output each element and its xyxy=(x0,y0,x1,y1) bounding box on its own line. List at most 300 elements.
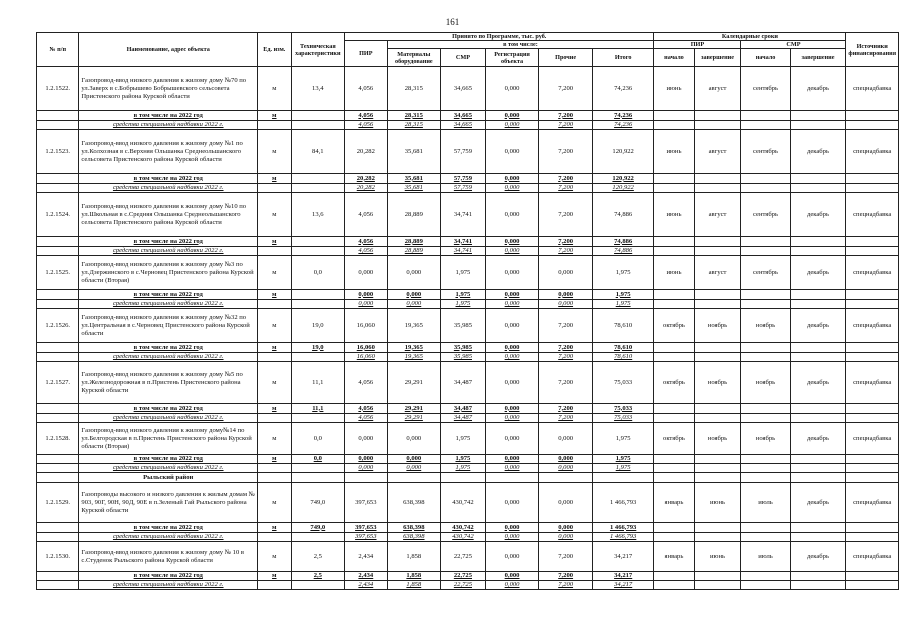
cell-smr: 22,725 xyxy=(441,572,486,581)
cell-empty xyxy=(694,523,741,533)
cell-total: 74,886 xyxy=(592,247,653,256)
header-tech: Техническая характеристики xyxy=(291,33,345,67)
cell-pir-end: июнь xyxy=(694,483,741,523)
cell-tech: 19,0 xyxy=(291,309,345,343)
cell-total: 1,975 xyxy=(592,300,653,309)
cell-row-label: средства специальной надбавки 2022 г. xyxy=(79,184,258,193)
cell-unit: м xyxy=(258,290,291,300)
cell-pir: 20,282 xyxy=(345,184,387,193)
cell-source: спецнадбавка xyxy=(846,193,899,237)
cell-unit: м xyxy=(258,455,291,464)
cell-object-name: Газопроводы высокого и низкого давления к жилым домам № 903, 90Г, 90Н, 90Д, 90Е в п.Зеленый Гай Рыльского района Курской области xyxy=(79,483,258,523)
table-row-special-funds xyxy=(37,121,899,130)
cell-total: 1,975 xyxy=(592,256,653,290)
header-smr-end: завершение xyxy=(790,49,846,67)
cell-empty xyxy=(741,121,790,130)
cell-empty xyxy=(654,237,694,247)
cell-other: 7,200 xyxy=(539,404,593,414)
header-unit: Ед. изм. xyxy=(258,33,291,67)
cell-empty xyxy=(654,533,694,542)
cell-empty xyxy=(37,533,79,542)
cell-empty xyxy=(37,300,79,309)
cell-registration: 0,000 xyxy=(485,343,539,353)
cell-object-name: Газопровод-ввод низкого давления к жилому дому №5 по ул.Железнодорожная в п.Пристень Пристенского района Курской области xyxy=(79,362,258,404)
cell-empty xyxy=(846,184,899,193)
cell-smr: 22,725 xyxy=(441,542,486,572)
cell-total: 74,886 xyxy=(592,237,653,247)
cell-empty xyxy=(694,121,741,130)
cell-empty xyxy=(654,174,694,184)
cell-smr: 34,741 xyxy=(441,193,486,237)
cell-unit: м xyxy=(258,343,291,353)
cell-empty xyxy=(654,184,694,193)
cell-empty xyxy=(291,184,345,193)
table-header xyxy=(37,33,899,67)
cell-empty xyxy=(258,353,291,362)
cell-smr: 35,985 xyxy=(441,343,486,353)
cell-registration: 0,000 xyxy=(485,581,539,590)
table-row-year-total xyxy=(37,572,899,581)
cell-empty xyxy=(846,533,899,542)
cell-total: 1,975 xyxy=(592,455,653,464)
cell-empty xyxy=(258,300,291,309)
header-pir-start: начало xyxy=(654,49,694,67)
cell-empty xyxy=(790,455,846,464)
cell-empty xyxy=(694,174,741,184)
cell-pir: 4,056 xyxy=(345,414,387,423)
cell-registration: 0,000 xyxy=(485,130,539,174)
cell-total: 78,610 xyxy=(592,353,653,362)
cell-empty xyxy=(654,247,694,256)
cell-empty xyxy=(846,237,899,247)
cell-pir: 4,056 xyxy=(345,404,387,414)
cell-empty xyxy=(694,237,741,247)
cell-pir-end: август xyxy=(694,256,741,290)
table-row-object xyxy=(37,542,899,572)
cell-unit: м xyxy=(258,237,291,247)
cell-row-label: в том числе на 2022 год xyxy=(79,455,258,464)
header-smr-start: начало xyxy=(741,49,790,67)
cell-smr: 430,742 xyxy=(441,523,486,533)
cell-empty xyxy=(741,300,790,309)
program-table xyxy=(36,32,899,590)
cell-empty xyxy=(291,111,345,121)
cell-object-name: Газопровод-ввод низкого давления к жилому дому №32 по ул.Центральная в с.Черновец Пристенского района Курской области xyxy=(79,309,258,343)
cell-tech: 0,0 xyxy=(291,423,345,455)
table-row-object xyxy=(37,193,899,237)
cell-pir-end: ноябрь xyxy=(694,362,741,404)
cell-smr: 57,759 xyxy=(441,130,486,174)
header-other: Прочие xyxy=(539,49,593,67)
cell-registration: 0,000 xyxy=(485,111,539,121)
cell-other: 0,000 xyxy=(539,464,593,473)
cell-smr-end: декабрь xyxy=(790,130,846,174)
cell-smr: 57,759 xyxy=(441,174,486,184)
cell-materials: 0,000 xyxy=(387,300,441,309)
cell-row-label: средства специальной надбавки 2022 г. xyxy=(79,464,258,473)
cell-empty xyxy=(291,414,345,423)
cell-registration: 0,000 xyxy=(485,414,539,423)
cell-number: 1.2.1529. xyxy=(37,483,79,523)
cell-other: 0,000 xyxy=(539,533,593,542)
cell-empty xyxy=(741,404,790,414)
cell-unit: м xyxy=(258,130,291,174)
cell-registration: 0,000 xyxy=(485,247,539,256)
cell-pir: 16,060 xyxy=(345,309,387,343)
cell-empty xyxy=(694,464,741,473)
cell-smr-start: сентябрь xyxy=(741,67,790,111)
table-row-year-total xyxy=(37,404,899,414)
cell-empty xyxy=(694,572,741,581)
cell-empty xyxy=(846,572,899,581)
cell-empty xyxy=(258,581,291,590)
cell-unit: м xyxy=(258,523,291,533)
cell-materials: 19,365 xyxy=(387,343,441,353)
cell-unit: м xyxy=(258,423,291,455)
cell-materials: 28,315 xyxy=(387,111,441,121)
table-row-special-funds xyxy=(37,533,899,542)
cell-unit: м xyxy=(258,542,291,572)
cell-unit: м xyxy=(258,111,291,121)
cell-empty xyxy=(790,404,846,414)
table-row-region xyxy=(37,473,899,483)
cell-materials: 19,365 xyxy=(387,309,441,343)
table-row-special-funds xyxy=(37,414,899,423)
cell-row-label: средства специальной надбавки 2022 г. xyxy=(79,353,258,362)
cell-empty xyxy=(345,473,387,483)
cell-pir: 0,000 xyxy=(345,256,387,290)
cell-total: 34,217 xyxy=(592,542,653,572)
cell-empty xyxy=(291,121,345,130)
cell-row-label: в том числе на 2022 год xyxy=(79,290,258,300)
header-pir-end: завершение xyxy=(694,49,741,67)
cell-empty xyxy=(741,523,790,533)
cell-smr: 34,487 xyxy=(441,362,486,404)
cell-number: 1.2.1530. xyxy=(37,542,79,572)
cell-registration: 0,000 xyxy=(485,174,539,184)
cell-empty xyxy=(790,237,846,247)
cell-pir: 16,060 xyxy=(345,353,387,362)
table-row-year-total xyxy=(37,455,899,464)
cell-smr: 430,742 xyxy=(441,533,486,542)
cell-smr: 1,975 xyxy=(441,256,486,290)
cell-smr: 34,487 xyxy=(441,404,486,414)
cell-registration: 0,000 xyxy=(485,533,539,542)
cell-materials: 0,000 xyxy=(387,455,441,464)
cell-empty xyxy=(694,111,741,121)
cell-unit: м xyxy=(258,404,291,414)
cell-empty xyxy=(790,353,846,362)
cell-pir-end: август xyxy=(694,193,741,237)
cell-empty xyxy=(37,473,79,483)
cell-empty xyxy=(654,473,694,483)
table-row-special-funds xyxy=(37,581,899,590)
cell-empty xyxy=(790,300,846,309)
cell-tech: 749,0 xyxy=(291,483,345,523)
cell-registration: 0,000 xyxy=(485,309,539,343)
cell-empty xyxy=(37,343,79,353)
cell-pir-start: октябрь xyxy=(654,362,694,404)
cell-empty xyxy=(741,290,790,300)
cell-smr: 35,985 xyxy=(441,353,486,362)
cell-empty xyxy=(654,581,694,590)
cell-empty xyxy=(291,533,345,542)
cell-row-label: в том числе на 2022 год xyxy=(79,343,258,353)
cell-row-label: в том числе на 2022 год xyxy=(79,572,258,581)
cell-source: спецнадбавка xyxy=(846,130,899,174)
cell-unit: м xyxy=(258,572,291,581)
cell-materials: 35,681 xyxy=(387,130,441,174)
cell-smr: 1,975 xyxy=(441,290,486,300)
table-row-year-total xyxy=(37,343,899,353)
cell-empty xyxy=(37,581,79,590)
cell-row-label: средства специальной надбавки 2022 г. xyxy=(79,300,258,309)
cell-empty xyxy=(37,174,79,184)
cell-other: 0,000 xyxy=(539,300,593,309)
cell-empty xyxy=(694,290,741,300)
cell-materials: 35,681 xyxy=(387,184,441,193)
cell-smr: 1,975 xyxy=(441,300,486,309)
cell-empty xyxy=(790,174,846,184)
header-cal-pir: ПИР xyxy=(654,41,741,49)
cell-empty xyxy=(291,247,345,256)
cell-empty xyxy=(694,455,741,464)
table-row-year-total xyxy=(37,237,899,247)
cell-materials: 638,398 xyxy=(387,523,441,533)
cell-empty xyxy=(741,111,790,121)
cell-object-name: Газопровод-ввод низкого давления к жилому дому№14 по ул.Белгородская в п.Пристень Пристенского района Курской области (Вторая) xyxy=(79,423,258,455)
cell-materials: 0,000 xyxy=(387,256,441,290)
cell-source: спецнадбавка xyxy=(846,256,899,290)
cell-pir-start: октябрь xyxy=(654,309,694,343)
cell-row-label: средства специальной надбавки 2022 г. xyxy=(79,414,258,423)
cell-empty xyxy=(654,414,694,423)
cell-row-label: средства специальной надбавки 2022 г. xyxy=(79,581,258,590)
cell-registration: 0,000 xyxy=(485,67,539,111)
cell-smr-end: декабрь xyxy=(790,256,846,290)
cell-empty xyxy=(846,414,899,423)
header-including: в том числе: xyxy=(387,41,654,49)
cell-pir-start: июнь xyxy=(654,67,694,111)
cell-unit: м xyxy=(258,174,291,184)
cell-empty xyxy=(790,111,846,121)
cell-total: 78,610 xyxy=(592,343,653,353)
cell-pir-end: ноябрь xyxy=(694,309,741,343)
cell-empty xyxy=(291,473,345,483)
cell-unit: м xyxy=(258,67,291,111)
cell-registration: 0,000 xyxy=(485,353,539,362)
cell-pir: 4,056 xyxy=(345,247,387,256)
cell-materials: 29,291 xyxy=(387,362,441,404)
cell-smr: 34,665 xyxy=(441,121,486,130)
cell-empty xyxy=(694,184,741,193)
cell-number: 1.2.1528. xyxy=(37,423,79,455)
cell-empty xyxy=(37,184,79,193)
cell-empty xyxy=(37,464,79,473)
cell-materials: 0,000 xyxy=(387,423,441,455)
page-number: 161 xyxy=(445,17,460,27)
header-materials: Материалы оборудование xyxy=(387,49,441,67)
cell-empty xyxy=(741,184,790,193)
cell-registration: 0,000 xyxy=(485,483,539,523)
header-pir: ПИР xyxy=(345,41,387,67)
cell-empty xyxy=(694,343,741,353)
cell-registration: 0,000 xyxy=(485,523,539,533)
cell-other: 0,000 xyxy=(539,455,593,464)
cell-empty xyxy=(654,353,694,362)
cell-smr: 34,665 xyxy=(441,111,486,121)
cell-smr: 1,975 xyxy=(441,423,486,455)
cell-empty xyxy=(258,464,291,473)
cell-other: 7,200 xyxy=(539,247,593,256)
cell-empty xyxy=(539,473,593,483)
cell-total: 120,922 xyxy=(592,184,653,193)
cell-empty xyxy=(741,473,790,483)
cell-materials: 28,889 xyxy=(387,237,441,247)
cell-registration: 0,000 xyxy=(485,300,539,309)
cell-smr: 1,975 xyxy=(441,464,486,473)
cell-registration: 0,000 xyxy=(485,572,539,581)
cell-object-name: Газопровод-ввод низкого давления к жилому дому №10 по ул.Школьная в с.Средняя Ольшанка Среднеольшанского сельсовета Пристенского района Курской области xyxy=(79,193,258,237)
cell-empty xyxy=(654,572,694,581)
cell-object-name: Газопровод-ввод низкого давления к жилому дому №3 по ул.Дзержинского в с.Черновец Пристенского района Курской области (Вторая) xyxy=(79,256,258,290)
cell-empty xyxy=(291,581,345,590)
cell-smr: 430,742 xyxy=(441,483,486,523)
cell-empty xyxy=(694,581,741,590)
cell-other: 7,200 xyxy=(539,184,593,193)
cell-source: спецнадбавка xyxy=(846,423,899,455)
cell-materials: 0,000 xyxy=(387,290,441,300)
table-row-special-funds xyxy=(37,247,899,256)
cell-empty xyxy=(291,353,345,362)
cell-object-name: Газопровод-ввод низкого давления к жилому дому № 10 в с.Студенок Рыльского района Курской области xyxy=(79,542,258,572)
cell-materials: 0,000 xyxy=(387,464,441,473)
cell-empty xyxy=(846,343,899,353)
cell-smr-start: июль xyxy=(741,542,790,572)
cell-row-label: в том числе на 2022 год xyxy=(79,111,258,121)
cell-smr: 34,665 xyxy=(441,67,486,111)
cell-smr-end: декабрь xyxy=(790,309,846,343)
cell-empty xyxy=(694,353,741,362)
table-row-year-total xyxy=(37,111,899,121)
cell-pir: 4,056 xyxy=(345,193,387,237)
cell-total: 74,886 xyxy=(592,193,653,237)
cell-row-label: средства специальной надбавки 2022 г. xyxy=(79,533,258,542)
cell-empty xyxy=(846,121,899,130)
cell-pir-start: октябрь xyxy=(654,423,694,455)
cell-total: 74,236 xyxy=(592,67,653,111)
cell-other: 7,200 xyxy=(539,362,593,404)
cell-empty xyxy=(790,581,846,590)
cell-number: 1.2.1524. xyxy=(37,193,79,237)
cell-empty xyxy=(741,414,790,423)
cell-pir: 2,434 xyxy=(345,581,387,590)
cell-smr: 34,741 xyxy=(441,237,486,247)
cell-empty xyxy=(694,473,741,483)
cell-tech: 13,6 xyxy=(291,193,345,237)
cell-pir-end: июнь xyxy=(694,542,741,572)
cell-empty xyxy=(37,247,79,256)
cell-materials: 638,398 xyxy=(387,483,441,523)
cell-empty xyxy=(654,464,694,473)
cell-empty xyxy=(37,572,79,581)
cell-total: 75,033 xyxy=(592,362,653,404)
header-calendar: Календарные сроки xyxy=(654,33,846,41)
cell-empty xyxy=(291,464,345,473)
cell-smr-start: ноябрь xyxy=(741,362,790,404)
cell-registration: 0,000 xyxy=(485,362,539,404)
cell-pir: 4,056 xyxy=(345,67,387,111)
cell-empty xyxy=(37,414,79,423)
cell-other: 7,200 xyxy=(539,174,593,184)
cell-row-label: в том числе на 2022 год xyxy=(79,523,258,533)
cell-empty xyxy=(258,533,291,542)
cell-other: 7,200 xyxy=(539,414,593,423)
cell-empty xyxy=(654,404,694,414)
cell-smr-start: сентябрь xyxy=(741,193,790,237)
cell-pir-start: январь xyxy=(654,483,694,523)
cell-empty xyxy=(790,184,846,193)
cell-empty xyxy=(741,464,790,473)
cell-registration: 0,000 xyxy=(485,404,539,414)
cell-other: 7,200 xyxy=(539,581,593,590)
cell-materials: 28,889 xyxy=(387,193,441,237)
cell-tech: 11,1 xyxy=(291,404,345,414)
table-row-year-total xyxy=(37,174,899,184)
cell-smr-start: сентябрь xyxy=(741,130,790,174)
header-no: № п/п xyxy=(37,33,79,67)
cell-empty xyxy=(846,174,899,184)
cell-pir: 2,434 xyxy=(345,542,387,572)
cell-tech: 19,0 xyxy=(291,343,345,353)
table-row-object xyxy=(37,67,899,111)
cell-empty xyxy=(694,404,741,414)
cell-other: 7,200 xyxy=(539,111,593,121)
cell-smr-start: ноябрь xyxy=(741,309,790,343)
cell-registration: 0,000 xyxy=(485,423,539,455)
cell-empty xyxy=(846,473,899,483)
cell-pir: 2,434 xyxy=(345,572,387,581)
cell-empty xyxy=(846,300,899,309)
cell-total: 120,922 xyxy=(592,174,653,184)
cell-object-name: Газопровод-ввод низкого давления к жилому дому №70 по ул.Заверх в с.Бобрышево Бобрышевского сельсовета Пристенского района Курской области xyxy=(79,67,258,111)
cell-other: 7,200 xyxy=(539,121,593,130)
cell-total: 78,610 xyxy=(592,309,653,343)
cell-empty xyxy=(741,247,790,256)
cell-row-label: в том числе на 2022 год xyxy=(79,174,258,184)
cell-other: 7,200 xyxy=(539,237,593,247)
cell-unit: м xyxy=(258,483,291,523)
cell-total: 120,922 xyxy=(592,130,653,174)
cell-smr-end: декабрь xyxy=(790,193,846,237)
cell-object-name: Газопровод-ввод низкого давления к жилому дому №1 по ул.Колхозная в с.Верхняя Ольшанка Среднеольшанского сельсовета Пристенского района Курской области xyxy=(79,130,258,174)
cell-pir-end: август xyxy=(694,130,741,174)
cell-empty xyxy=(291,237,345,247)
cell-materials: 1,858 xyxy=(387,581,441,590)
cell-empty xyxy=(846,523,899,533)
cell-pir: 16,060 xyxy=(345,343,387,353)
cell-empty xyxy=(694,300,741,309)
cell-registration: 0,000 xyxy=(485,464,539,473)
table-row-year-total xyxy=(37,290,899,300)
cell-empty xyxy=(37,121,79,130)
cell-source: спецнадбавка xyxy=(846,309,899,343)
cell-registration: 0,000 xyxy=(485,184,539,193)
cell-empty xyxy=(741,455,790,464)
cell-tech: 749,0 xyxy=(291,523,345,533)
cell-empty xyxy=(790,464,846,473)
cell-empty xyxy=(37,111,79,121)
